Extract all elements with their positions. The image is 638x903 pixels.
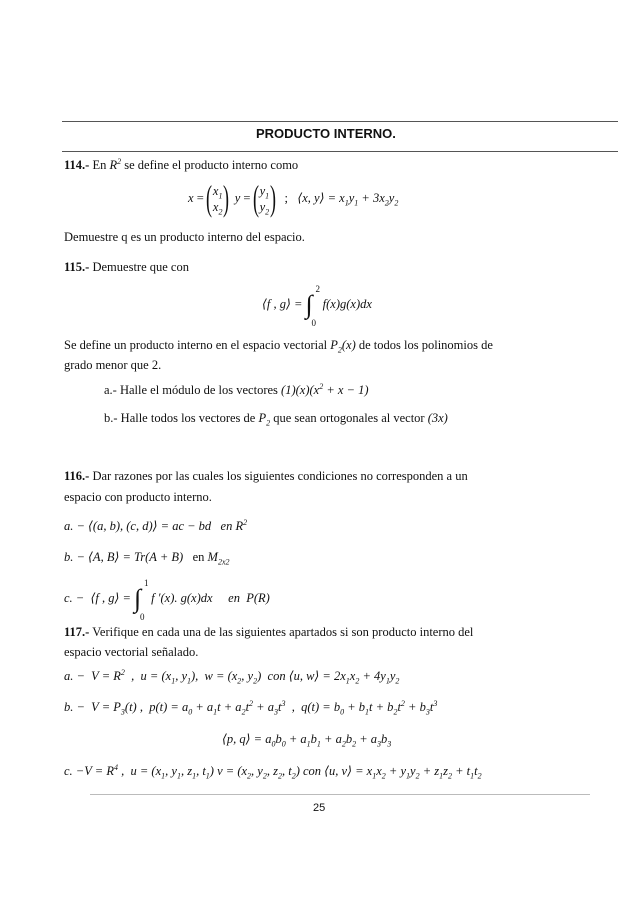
problem-117-item-b: b. − $V = P_3(t)$ , $p(t) = a_0 + a_1t + a_2t^2 + a_3t^3$ , $q(t) = b_0 + b_1t + b_2t^2 + b_3t^3$	[64, 698, 438, 717]
problem-117-item-a: a. − $V = R^2$ , $u = (x_1$, $y_1$), $w = (x_2$, $y_2$) con ⟨u, w⟩ = $2x_1x_2 + 4y_1y_2$	[64, 667, 400, 686]
page-title: PRODUCTO INTERNO.	[256, 126, 396, 141]
r2-symbol: $R^2$	[109, 156, 122, 172]
vector-y-matrix: ( $y_1$ $y_2$ )	[252, 178, 277, 218]
integral-sign-c: ∫ 1 0	[134, 578, 149, 622]
footer-rule	[90, 794, 590, 795]
problem-117-item-c: c. $-V = R^4$ , $u = (x_1$, $y_1$, $z_1$, $t_1$) $v = (x_2$, $y_2$, $z_2$, $t_2$) con ⟨u, v⟩ = $x_1x_2 + y_1y_2 + z_1z_2 + t_1t_2$	[64, 762, 482, 781]
header-bottom-rule	[62, 151, 618, 152]
problem-114-formula: x = ( $x_1$ $x_2$ ) y = ( $y_1$ $y_2$ ) ; ⟨x, y⟩ = $x_1y_1 + 3x_2y_2$	[188, 178, 399, 218]
problem-115-line1: Se define un producto interno en el espacio vectorial $P_2(x)$ de todos los polinomios de	[64, 338, 493, 355]
problem-117-line1: Verifique en cada una de las siguientes apartados si son producto interno del	[92, 625, 474, 639]
problem-114-text-after: se define el producto interno como	[121, 158, 299, 172]
problem-116-line1: Dar razones por las cuales los siguientes condiciones no corresponden a un	[92, 469, 468, 483]
page-number: 25	[313, 802, 326, 814]
problem-117-item-b-formula: ⟨p, q⟩ = $a_0b_0 + a_1b_1 + a_2b_2 + a_3b_3$	[222, 732, 392, 749]
problem-116-item-a: a. − ⟨(a, b), (c, d)⟩ = ac − bd en $R^2$	[64, 517, 248, 533]
problem-115-text: Demuestre que con	[92, 260, 189, 274]
problem-117-number: 117.-	[64, 625, 90, 639]
problem-116-item-c: c. − ⟨f , g⟩ = ∫ 1 0 f ′(x). g(x)dx en P(R)	[64, 578, 270, 622]
problem-114-closing: Demuestre q es un producto interno del espacio.	[64, 230, 305, 244]
problem-115-line2: grado menor que 2.	[64, 358, 162, 372]
problem-116-line2: espacio con producto interno.	[64, 490, 212, 504]
problem-114-number: 114.-	[64, 158, 90, 172]
problem-117-statement	[64, 625, 473, 640]
problem-114-text-before: En	[92, 158, 110, 172]
problem-116-item-b: b. − ⟨A, B⟩ = Tr(A + B) en $M_{2x2}$	[64, 550, 230, 567]
problem-115-statement	[64, 260, 189, 275]
problem-115-item-a: a.- Halle el módulo de los vectores $(1)(x)(x^2 + x - 1)$	[104, 381, 369, 397]
integral-sign: ∫ 2 0	[305, 284, 321, 328]
vector-x-matrix: ( $x_1$ $x_2$ )	[205, 178, 230, 218]
problem-116-number: 116.-	[64, 469, 90, 483]
problem-114-statement	[64, 158, 298, 173]
problem-115-number: 115.-	[64, 260, 90, 274]
problem-117-line2: espacio vectorial señalado.	[64, 645, 199, 659]
problem-115-item-b: b.- Halle todos los vectores de $P_2$ que sean ortogonales al vector (3x)	[104, 411, 448, 428]
problem-116-statement	[64, 469, 468, 484]
problem-115-formula: ⟨f , g⟩ = ∫ 2 0 f(x)g(x)dx	[262, 284, 372, 328]
header-top-rule	[62, 121, 618, 122]
